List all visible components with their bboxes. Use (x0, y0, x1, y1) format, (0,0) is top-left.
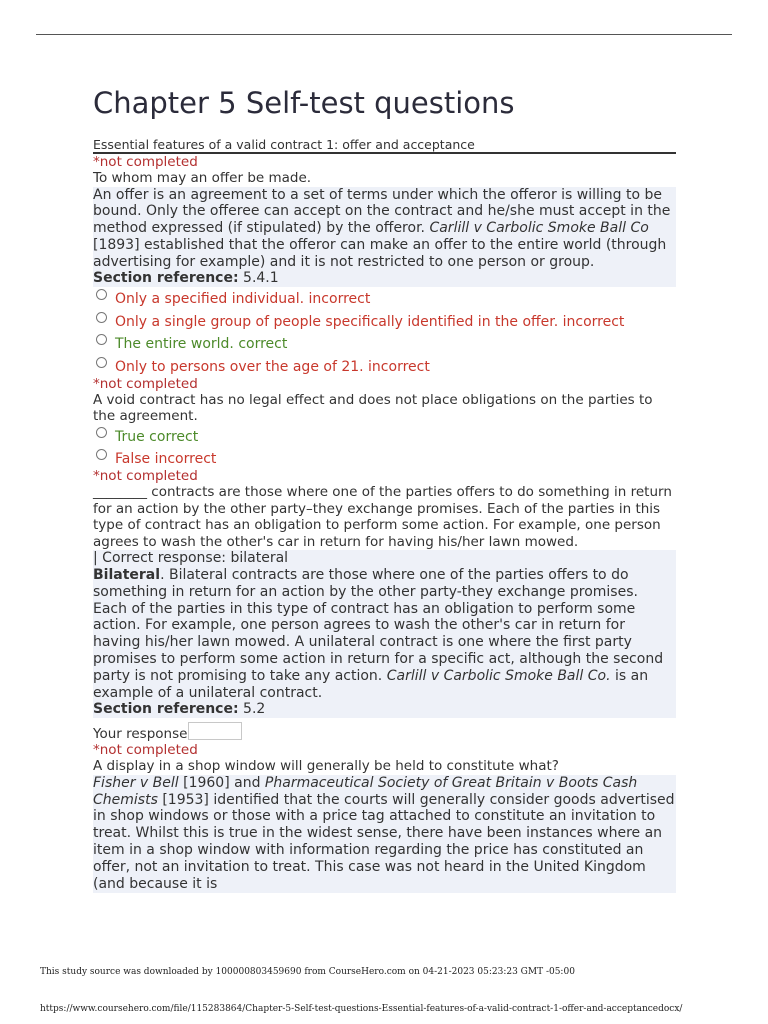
case-name: Carlill v Carbolic Smoke Ball Co (429, 220, 649, 237)
section-ref-value: 5.4.1 (243, 270, 279, 287)
feedback-panel: An offer is an agreement to a set of terms under which the offeror is willing to be bound. Only the offeree can accept on the contract and he/she must accept in the method expressed (if stipulated) by the offeror. Carlill v Carbolic Smoke Ball Co [1893] established that the offeror can make an offer to the entire world (through advertising for example) and it is not restricted to one person or group. Section reference: 5.4.1 (93, 187, 676, 288)
feedback-panel: | Correct response: bilateral Bilateral. Bilateral contracts are those where one of the parties offers to do something in return for an action by the other party-they exchange promises. Each of the parties in this type of contract has an obligation to perform some action. For example, one person agrees to wash the other's car in return for having his/her lawn mowed. A unilateral contract is one where the first party promises to perform some action in return for a specific act, although the second party is not promising to take any action. Carlill v Carbolic Smoke Ball Co. is an example of a unilateral contract. Section reference: 5.2 (93, 550, 676, 718)
your-response-label: Your response (93, 726, 188, 743)
top-divider (36, 34, 732, 35)
answer-options (93, 291, 676, 376)
page-title: Chapter 5 Self-test questions (93, 86, 515, 120)
response-input[interactable] (188, 722, 242, 740)
source-url[interactable]: https://www.coursehero.com/file/115283864/Chapter-5-Self-test-questions-Essential-features-of-a-valid-contract-1-offer-and-acceptancedocx/ (40, 1004, 683, 1014)
section-ref-label: Section reference: (93, 270, 239, 287)
your-response-row (93, 724, 676, 742)
feedback-panel: Fisher v Bell [1960] and Pharmaceutical Society of Great Britain v Boots Cash Chemists [1953] identified that the courts will generally consider goods advertised in shop windows or those with a price tag attached to constitute an invitation to treat. Whilst this is true in the widest sense, there have been instances where an item in a shop window with information regarding the price has constituted an offer, not an invitation to treat. This case was not heard in the United Kingdom (and because it is (93, 774, 675, 892)
radio-icon[interactable] (96, 427, 107, 438)
document-body (93, 86, 676, 893)
answer-option[interactable]: Only a single group of people specifically identified in the offer. incorrect (93, 314, 676, 331)
answer-option[interactable]: Only a specified individual. incorrect (93, 291, 676, 308)
radio-icon[interactable] (96, 449, 107, 460)
answer-option[interactable]: False incorrect (93, 451, 676, 468)
question-text: To whom may an offer be made. (93, 170, 312, 186)
answer-option[interactable]: True correct (93, 429, 676, 446)
question-text: A display in a shop window will generally be held to constitute what? (93, 758, 559, 775)
section-ref-label: Section reference: (93, 701, 239, 718)
download-note: This study source was downloaded by 100000803459690 from CourseHero.com on 04-21-2023 05:23:23 GMT -05:00 (40, 967, 575, 977)
radio-icon[interactable] (96, 289, 107, 300)
status-not-completed: *not completed (93, 154, 198, 170)
case-name: Fisher v Bell (93, 774, 179, 791)
radio-icon[interactable] (96, 334, 107, 345)
status-not-completed: *not completed (93, 742, 198, 759)
question-text: ________ contracts are those where one of the parties offers to do something in return for an action by the other party–they exchange promises. Each of the parties in this type of contract has an obligation to perform some action. For example, one person agrees to wash the other's car in return for having his/her lawn mowed. (93, 484, 672, 550)
case-name: Pharmaceutical Society of Great Britain v Boots Cash Chemists (93, 774, 638, 808)
question-text: A void contract has no legal effect and does not place obligations on the parties to the agreement. (93, 391, 653, 425)
status-not-completed: *not completed (93, 468, 198, 485)
case-name: Carlill v Carbolic Smoke Ball Co. (386, 667, 611, 684)
section-ref-value: 5.2 (243, 701, 266, 718)
answer-options (93, 429, 676, 469)
correct-response: | Correct response: bilateral (93, 550, 289, 567)
radio-icon[interactable] (96, 357, 107, 368)
answer-option[interactable]: Only to persons over the age of 21. incorrect (93, 359, 676, 376)
answer-option[interactable]: The entire world. correct (93, 336, 676, 353)
section-title: Essential features of a valid contract 1: offer and acceptance (93, 138, 676, 154)
radio-icon[interactable] (96, 312, 107, 323)
status-not-completed: *not completed (93, 375, 198, 392)
